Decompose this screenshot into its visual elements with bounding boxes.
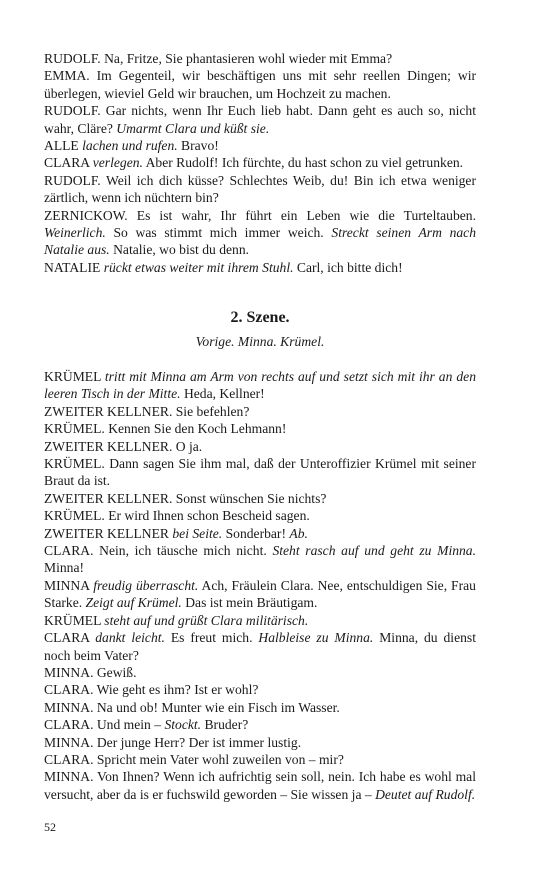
page-number: 52 (44, 820, 56, 834)
dialogue-text: Carl, ich bitte dich! (293, 259, 403, 275)
dialogue-line (44, 681, 476, 698)
stage-direction: tritt mit Minna am Arm von rechts auf und setzt sich mit ihr an den leeren Tisch in der Mitte. (44, 369, 476, 402)
dialogue-text: KRÜMEL (44, 612, 105, 628)
dialogue-text: ZWEITER KELLNER. O ja. (44, 438, 203, 454)
dialogue-line (44, 751, 476, 768)
dialogue-line (44, 154, 476, 171)
stage-direction: Halbleise zu Minna. (258, 630, 374, 646)
dialogue-text: KRÜMEL. Dann sagen Sie ihm mal, daß der Unteroffizier Krümel mit seiner Braut da ist. (44, 456, 476, 489)
dialogue-line (44, 172, 476, 207)
dialogue-text: Bravo! (177, 138, 219, 154)
dialogue-text: RUDOLF. Weil ich dich küsse? Schlechtes Weib, du! Bin ich etwa weniger zärtlich, wenn ich nüchtern bin? (44, 172, 476, 206)
dialogue-line (44, 664, 476, 681)
dialogue-line (44, 716, 476, 733)
dialogue-line (44, 699, 476, 716)
dialogue-text: RUDOLF. Na, Fritze, Sie phantasieren wohl wieder mit Emma? (44, 51, 393, 66)
dialogue-text: CLARA. Spricht mein Vater wohl zuweilen von – mir? (44, 751, 344, 767)
dialogue-line (44, 137, 476, 154)
dialogue-text: ZWEITER KELLNER. Sonst wünschen Sie nichts? (44, 490, 327, 506)
dialogue-text: CLARA (44, 630, 96, 646)
dialogue-text: Minna! (44, 560, 85, 576)
dialogue-text: ZWEITER KELLNER (44, 525, 173, 541)
dialogue-text: Natalie, wo bist du denn. (109, 242, 250, 258)
dialogue-line (44, 403, 476, 420)
dialogue-text: Aber Rudolf! Ich fürchte, du hast schon zu viel getrunken. (142, 155, 464, 171)
dialogue-block-scene-2 (44, 368, 476, 803)
stage-direction: Deutet auf Rudolf. (375, 786, 476, 802)
stage-direction: bei Seite. (172, 525, 223, 541)
dialogue-text: EMMA. Im Gegenteil, wir beschäftigen uns mit sehr reellen Dingen; wir überlegen, wieviel Geld wir brauchen, um Hochzeit zu machen. (44, 68, 476, 101)
dialogue-text: CLARA. Und mein – (44, 717, 165, 733)
dialogue-block-scene-1 (44, 50, 476, 276)
dialogue-text: MINNA. Der junge Herr? Der ist immer lustig. (44, 734, 302, 750)
dialogue-line (44, 612, 476, 629)
dialogue-text: MINNA. Na und ob! Munter wie ein Fisch im Wasser. (44, 699, 340, 715)
dialogue-text: ZWEITER KELLNER. Sie befehlen? (44, 403, 250, 419)
dialogue-line (44, 734, 476, 751)
dialogue-text: RUDOLF. Gar nichts, wenn Ihr Euch lieb habt. Dann geht es auch so, nicht wahr, Cläre? (44, 103, 476, 136)
dialogue-text: Ach, Fräulein Clara. Nee, entschuldigen Sie, Frau Starke. (44, 577, 476, 611)
dialogue-text: CLARA. Nein, ich täusche mich nicht. (44, 543, 273, 559)
dialogue-text: ALLE (44, 138, 83, 154)
stage-direction: Ab. (289, 525, 308, 541)
stage-direction: Umarmt Clara und küßt sie. (116, 120, 270, 136)
dialogue-text: CLARA (44, 155, 93, 171)
stage-direction: Weinerlich. (44, 225, 106, 241)
dialogue-line (44, 102, 476, 137)
dialogue-line (44, 207, 476, 259)
scene-cast: Vorige. Minna. Krümel. (195, 334, 325, 349)
dialogue-line (44, 67, 476, 102)
stage-direction: lachen und rufen. (82, 138, 178, 154)
dialogue-text: MINNA (44, 577, 94, 593)
dialogue-line (44, 525, 476, 542)
dialogue-line (44, 420, 476, 437)
dialogue-line (44, 629, 476, 664)
dialogue-line (44, 507, 476, 524)
dialogue-text: Das ist mein Bräutigam. (181, 595, 318, 611)
dialogue-text: MINNA. Gewiß. (44, 664, 137, 680)
stage-direction: Zeigt auf Krümel. (85, 595, 182, 611)
stage-direction: verlegen. (92, 155, 143, 171)
stage-direction: freudig überrascht. (93, 577, 199, 593)
dialogue-text: MINNA. Von Ihnen? Wenn ich aufrichtig sein soll, nein. Ich habe es wohl mal versucht, aber da is er fuchswild geworden – Sie wissen ja – (44, 769, 476, 802)
dialogue-text: KRÜMEL (44, 369, 105, 384)
dialogue-text: So was stimmt mich immer weich. (105, 225, 332, 241)
stage-direction: rückt etwas weiter mit ihrem Stuhl. (103, 259, 294, 275)
dialogue-text: Es freut mich. (164, 630, 259, 646)
dialogue-text: Minna, du dienst noch beim Vater? (44, 630, 476, 663)
dialogue-text: Sonderbar! (222, 525, 290, 541)
dialogue-line (44, 368, 476, 403)
stage-direction: steht auf und grüßt Clara militärisch. (104, 612, 309, 628)
stage-direction: Stockt. (164, 717, 202, 733)
dialogue-line (44, 259, 476, 276)
dialogue-line (44, 542, 476, 577)
dialogue-text: CLARA. Wie geht es ihm? Ist er wohl? (44, 682, 259, 698)
dialogue-text: NATALIE (44, 259, 104, 275)
scene-heading: 2. Szene. (230, 309, 290, 326)
dialogue-line (44, 438, 476, 455)
stage-direction: dankt leicht. (95, 630, 165, 646)
dialogue-line (44, 577, 476, 612)
dialogue-text: Bruder? (201, 717, 249, 733)
stage-direction: Steht rasch auf und geht zu Minna. (272, 543, 477, 559)
dialogue-text: Heda, Kellner! (180, 386, 265, 402)
dialogue-text: KRÜMEL. Er wird Ihnen schon Bescheid sagen. (44, 508, 310, 524)
dialogue-line (44, 50, 476, 67)
dialogue-text: KRÜMEL. Kennen Sie den Koch Lehmann! (44, 421, 287, 437)
dialogue-line (44, 455, 476, 490)
dialogue-text: ZERNICKOW. Es ist wahr, Ihr führt ein Leben wie die Turteltauben. (44, 207, 476, 223)
dialogue-line (44, 768, 476, 803)
dialogue-line (44, 490, 476, 507)
stage-direction: Streckt seinen Arm nach Natalie aus. (44, 225, 477, 258)
